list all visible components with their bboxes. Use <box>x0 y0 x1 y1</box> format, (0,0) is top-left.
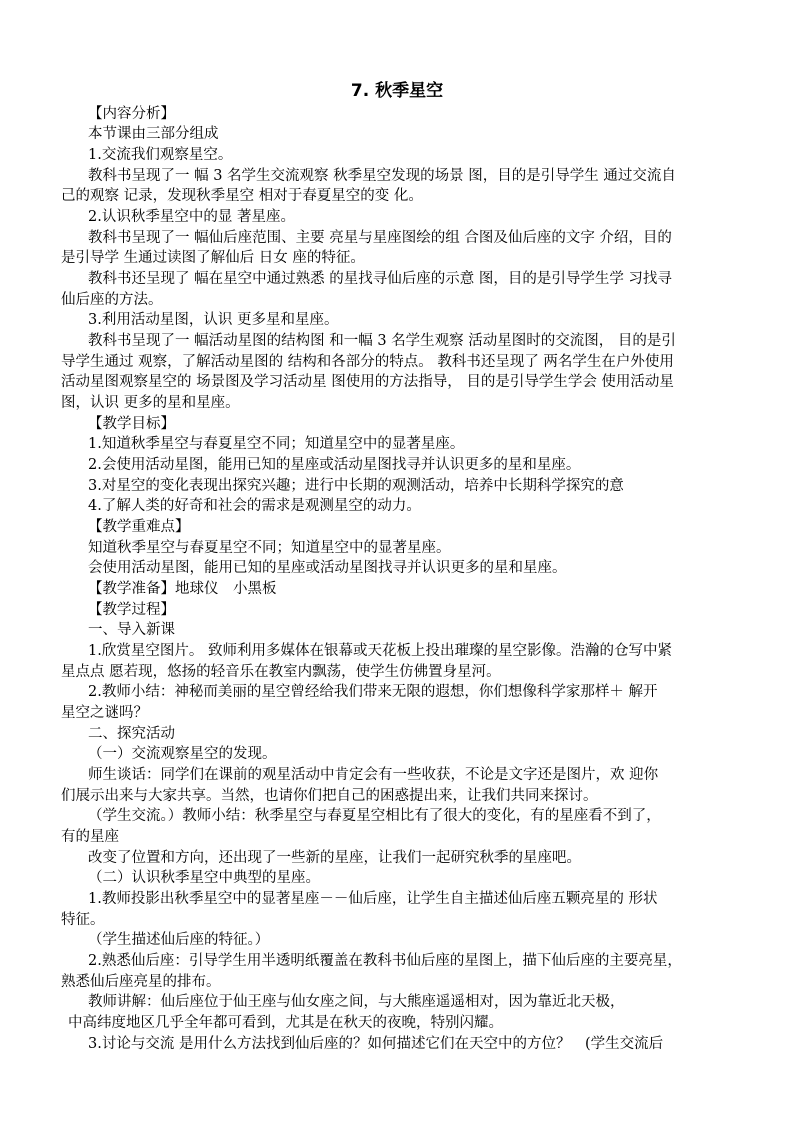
paragraph-line: 图，认识 更多的星和星座。 <box>61 395 240 411</box>
paragraph-line: 教科书呈现了一 幅活动星图的结构图 和一幅 3 名学生观察 活动星图时的交流图， 目的是引 <box>88 333 676 349</box>
paragraph-line: 导学生通过 观察，了解活动星图的 结构和各部分的特点。 教科书还呈现了 两名学生在户外使用 <box>61 354 674 370</box>
paragraph-line: 本节课由三部分组成 <box>88 126 219 142</box>
paragraph-line: （学生交流。）教师小结：秋季星空与春夏星空相比有了很大的变化，有的星座看不到了， <box>88 808 661 824</box>
paragraph-line: 们展示出来与大家共享。当然，也请你们把自己的困惑提出来，让我们共同来探讨。 <box>61 788 598 804</box>
paragraph-line: 2.会使用活动星图，能用已知的星座或活动星图找寻并认识更多的星和星座。 <box>88 457 581 473</box>
section-heading: 【内容分析】 <box>88 106 175 122</box>
paragraph-line: 3.对星空的变化表现出探究兴趣；进行中长期的观测活动，培养中长期科学探究的意 <box>88 478 624 494</box>
paragraph-line: 中高纬度地区几乎全年都可看到，尤其是在秋天的夜晚，特别闪耀。 <box>68 1015 503 1031</box>
paragraph-line: 师生谈话：同学们在课前的观星活动中肯定会有一些收获，不论是文字还是图片，欢 迎你 <box>88 767 659 783</box>
paragraph-line: 3.讨论与交流 是用什么方法找到仙后座的？如何描述它们在天空中的方位？ (学生交流后 <box>88 1036 664 1052</box>
paragraph-line: 知道秋季星空与春夏星空不同；知道星空中的显著星座。 <box>88 540 451 556</box>
paragraph-line: 教师讲解：仙后座位于仙王座与仙女座之间，与大熊座遥遥相对，因为靠近北天极， <box>88 994 625 1010</box>
paragraph-line: 会使用活动星图，能用已知的星座或活动星图找寻并认识更多的星和星座。 <box>88 560 567 576</box>
section-heading: 【教学重难点】 <box>88 519 190 535</box>
paragraph-line: 1.知道秋季星空与春夏星空不同；知道星空中的显著星座。 <box>88 436 465 452</box>
paragraph-line: 3.利用活动星图，认识 更多星和星座。 <box>88 312 339 328</box>
paragraph-line: 1.交流我们观察星空。 <box>88 147 233 163</box>
paragraph-line: 4.了解人类的好奇和社会的需求是观测星空的动力。 <box>88 498 421 514</box>
subsection-heading: （一）交流观察星空的发现。 <box>88 746 277 762</box>
document-title: 7. 秋季星空 <box>350 81 444 101</box>
paragraph-line: 是引导学 生通过读图了解仙后 日女 座的特征。 <box>61 250 365 266</box>
paragraph-line: 教科书还呈现了 幅在星空中通过熟悉 的星找寻仙后座的示意 图，目的是引导学生学 习找寻 <box>88 271 672 287</box>
subsection-heading: 二、探究活动 <box>88 726 175 742</box>
paragraph-line: 教科书呈现了一 幅仙后座范围、主要 亮星与星座图绘的组 合图及仙后座的文字 介绍，目的 <box>88 230 672 246</box>
paragraph-line: 2.熟悉仙后座：引导学生用半透明纸覆盖在教科书仙后座的星图上，描下仙后座的主要亮星， <box>88 953 682 969</box>
section-heading: 【教学过程】 <box>88 602 175 618</box>
paragraph-line: 有的星座 <box>61 829 119 845</box>
paragraph-line: 特征。 <box>61 912 105 928</box>
paragraph-line: 2.教师小结：神秘而美丽的星空曾经给我们带来无限的遐想，你们想像科学家那样＋ 解开 <box>88 684 658 700</box>
paragraph-line: 己的观察 记录，发现秋季星空 相对于春夏星空的变 化。 <box>61 188 423 204</box>
section-heading: 【教学目标】 <box>88 416 175 432</box>
paragraph-line: 星空之谜吗？ <box>61 705 148 721</box>
section-heading: 【教学准备】地球仪 小黑板 <box>88 581 277 597</box>
paragraph-line: （学生描述仙后座的特征。） <box>88 932 270 948</box>
paragraph-line: 1.欣赏星空图片。 致师利用多媒体在银幕或天花板上投出璀璨的星空影像。浩瀚的仓写中紧 <box>88 643 672 659</box>
paragraph-line: 活动星图观察星空的 场景图及学习活动星 图使用的方法指导， 目的是引导学生学会 使用活动星 <box>61 374 674 390</box>
subsection-heading: 一、导入新课 <box>88 622 175 638</box>
paragraph-line: 改变了位置和方向，还出现了一些新的星座，让我们一起研究秋季的星座吧。 <box>88 850 581 866</box>
paragraph-line: 2.认识秋季星空中的显 著星座。 <box>88 209 295 225</box>
paragraph-line: 星点点 愿若现，悠扬的轻音乐在教室内飘荡，使学生仿佛置身星河。 <box>61 664 501 680</box>
paragraph-line: 1.教师投影出秋季星空中的显著星座－－仙后座，让学生自主描述仙后座五颗亮星的 形状 <box>88 891 658 907</box>
subsection-heading: （二）认识秋季星空中典型的星座。 <box>88 870 320 886</box>
paragraph-line: 仙后座的方法。 <box>61 292 163 308</box>
paragraph-line: 熟悉仙后座亮星的排布。 <box>61 974 221 990</box>
paragraph-line: 教科书呈现了一 幅 3 名学生交流观察 秋季星空发现的场景 图，目的是引导学生 通过交流自 <box>88 168 676 184</box>
